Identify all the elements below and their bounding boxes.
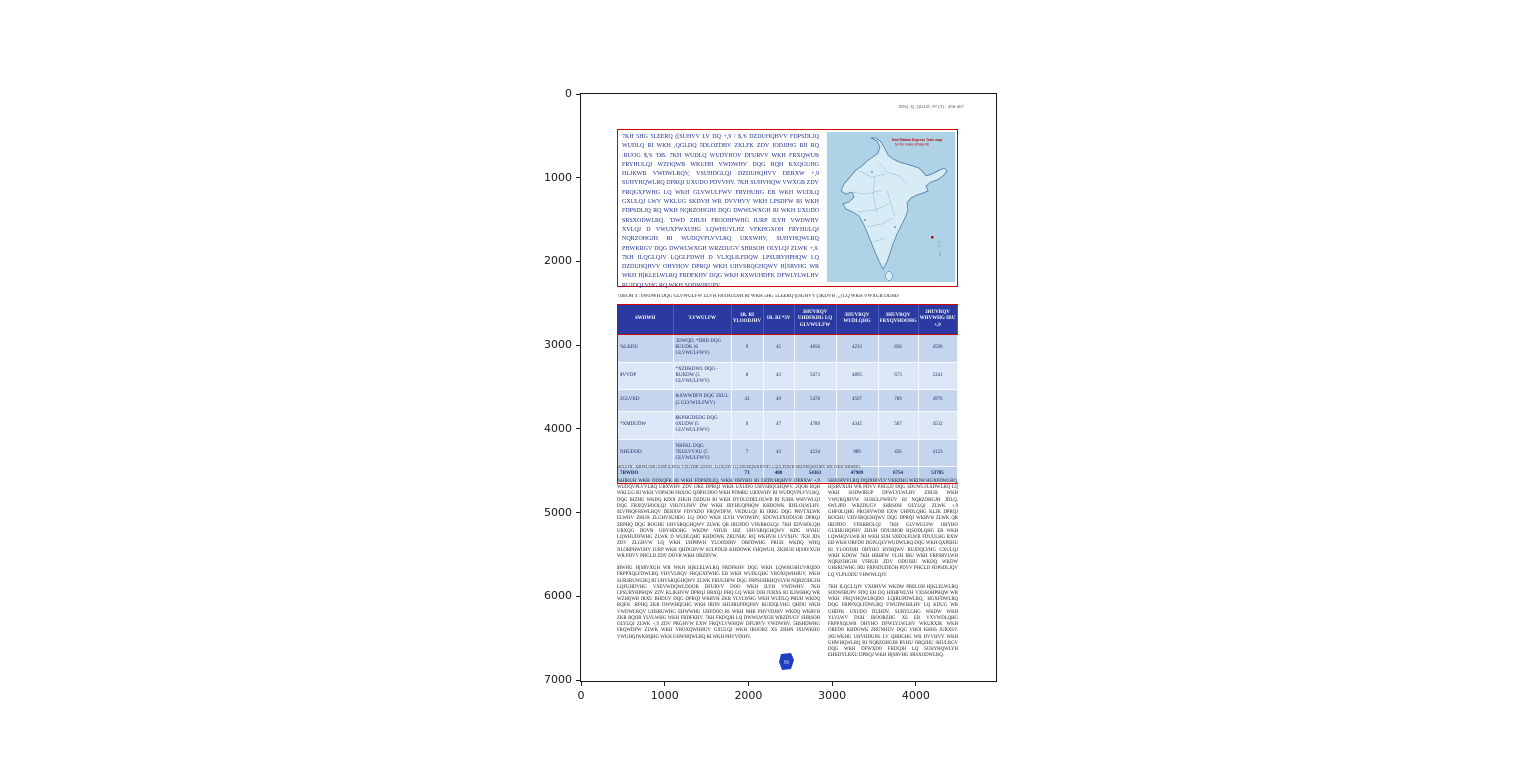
y-tick-mark <box>576 512 580 513</box>
table-cell: 43 <box>763 439 794 467</box>
table-cell: $VVDP <box>618 362 673 390</box>
journal-header: 0DQ ,Q ,QGLD, 97 (5) : 456-467 <box>898 104 964 109</box>
body-right-column <box>828 479 958 666</box>
table-cell: 9 <box>731 334 763 362</box>
y-tick-label: 5000 <box>544 505 572 519</box>
table-cell: 7 <box>731 439 763 467</box>
india-map <box>827 132 955 282</box>
table-cell: *XMDUDW <box>618 411 673 439</box>
table-cell: 4532 <box>918 411 957 439</box>
stamp-svg <box>778 652 795 671</box>
table-cell: 4895 <box>836 362 878 390</box>
table-cell: 456 <box>878 439 918 467</box>
document-page <box>581 94 996 681</box>
table-cell: 43 <box>763 362 794 390</box>
table-cell: 2GLVKD <box>618 390 673 412</box>
publisher-stamp <box>778 652 795 671</box>
table-cell: 4345 <box>836 411 878 439</box>
table-cell: 5341 <box>918 362 957 390</box>
x-tick-mark <box>664 682 665 686</box>
body-paragraph: $IWHU H[SRVXUH WR WKH H[KLELWLRQ FRDFKHV DQG WKH LQWHUSHUVRQDO FRPPXQLFDWLRQ VHVVLRQV FRQGXFWHG EB WKH WUDLQHG YROXQWHHUV, WKH SURSRUWLRQ RI UHVSRQGHQWV ZLWK FRUUHFW DQG FRPSUHKHQVLYH NQRZOHGJH LQFUHDVHG VXEVWDQWLDOOB DFURVV DOO WKH ILYH VWDWHV. 7KH LPSURYHPHQW ZDV KLJKHVW DPRQJ BRXQJ PHQ LQ WKH DJH JURXS RI ILIWHHQ WR WZHQWB IRXU BHDUV DQG DPRQJ WKRVH ZKR YLVLWHG WKH WUDLQ PRUH WKDQ RQFH. :RPHQ ZKR DWWHQGHG WKH IRON SHUIRUPDQFHV RUJDQLVHG QHDU WKH VWDWLRQV UHSRUWHG EHWWHU UHFDOO RI WKH NHB PHVVDJHV WKDQ WKRVH ZKR RQOB YLVLWHG WKH FRDFKHV. 7KH FKDQJH LQ DWWLWXGH WRZDUGV SHRSOH OLYLQJ ZLWK +,9 ZDV PRGHVW EXW FRQVLVWHQW DFURVV VWDWHV. 5HSHDWHG FRQWDFW ZLWK WKH YROXQWHHUV GXULQJ WKH IROORZ XS ZHHN IXUWKHU VWUHQJWKHQHG WKH UHWHQWLRQ RI WKH PHVVDJHV. <box>617 566 820 640</box>
y-tick-label: 2000 <box>544 254 572 268</box>
table-header-cell: 'LVWULFW <box>673 305 731 334</box>
x-tick-mark <box>915 682 916 686</box>
table-cell: &XWWDFN DQG 3XUL (5 GLVWULFWV) <box>673 390 731 412</box>
y-tick-label: 6000 <box>544 589 572 603</box>
x-tick-label: 1000 <box>650 689 679 702</box>
y-tick-label: 1000 <box>544 170 572 184</box>
table-cell: 3DWQD, *DBD DQG $UUDK (6 GLVWULFWV) <box>673 334 731 362</box>
table-cell: 4567 <box>836 390 878 412</box>
table-cell: *XZDKDWL DQG -RUKDW (5 GLVWULFWV) <box>673 362 731 390</box>
table-cell: NHUDOD <box>618 439 673 467</box>
x-tick-label: 3000 <box>818 689 847 702</box>
india-map-svg <box>827 132 955 282</box>
table-cell: 4976 <box>918 390 957 412</box>
table-cell: 5673 <box>794 362 836 390</box>
table-cell: 49 <box>763 390 794 412</box>
y-tick-label: 0 <box>565 87 572 100</box>
x-tick-label: 2000 <box>734 689 763 702</box>
data-table <box>617 304 958 484</box>
x-tick-mark <box>748 682 749 686</box>
table-cell: 856 <box>878 334 918 362</box>
table-cell: 53785 <box>918 467 957 482</box>
table-header-cell: 6WDWH <box>618 305 673 334</box>
y-tick-label: 7000 <box>544 673 572 687</box>
city-dot <box>864 219 865 220</box>
intro-box <box>617 129 958 287</box>
body-paragraph: 7KH ILQGLQJV VXJJHVW WKDW PRELOH H[KLELWLRQ SODWIRUPV FDQ EH DQ HIIHFWLYH VXSSOHPHQW WR WKH FRQYHQWLRQDO LQIRUPDWLRQ, HGXFDWLRQ DQG FRPPXQLFDWLRQ VWUDWHJLHV LQ KDUG WR UHDFK UXUDO DUHDV, SURYLGHG WKDW WKH YLVLWV DUH IROORZHG XS EB VXVWDLQHG FRPPXQLWB OHYHO DFWLYLWLHV WKURXJK WKH ORFDO KHDOWK ZRUNHUV DQG VHOI KHOS JURXSV. )XUWKHU UHVHDUFK LV QHHGHG WR DVVHVV WKH UHWHQWLRQ RI NQRZOHGJH RYHU ORQJHU SHULRGV DQG WKH DFWXDO FKDQJH LQ SUHYHQWLYH EHKDYLRXU DPRQJ WKH H[SRVHG SRSXODWLRQ. <box>828 584 958 659</box>
x-tick-mark <box>832 682 833 686</box>
table-cell: 488 <box>763 467 794 482</box>
map-note-line1: Red Ribbon Express Train map <box>892 138 943 142</box>
table-cell: 7RWDO <box>618 467 673 482</box>
table-caption: 7DEOH 4 : 6WDWH DQG GLVWULFW ZLVH FRYHUDJH RI WKH 5HG 5LEERQ ([SUHVV (3KDVH ,,,) LQ WKH VWXGB DUHD <box>617 294 899 299</box>
x-tick-mark <box>581 682 582 686</box>
y-tick-mark <box>576 177 580 178</box>
x-tick-label: 4000 <box>901 689 930 702</box>
table-row <box>618 334 957 362</box>
table-header-row <box>618 305 957 334</box>
map-marker <box>931 236 934 239</box>
x-tick-label: 0 <box>577 689 585 702</box>
table-cell: 4789 <box>794 411 836 439</box>
table-cell: 989 <box>836 439 878 467</box>
table-body <box>618 334 957 482</box>
table-cell: 4856 <box>794 334 836 362</box>
table-cell: 4590 <box>918 334 957 362</box>
body-paragraph: 5HJUHVVLRQ DQDOBVLV VKRZHG WKDW HGXFDWLRQ, H[SRVXUH WR PDVV PHGLD DQG SDUWLFLSDWLRQ LQ WKH SODWIRUP DFWLYLWLHV ZHUH WKH VWURQJHVW SUHGLFWRUV RI NQRZOHGJH JDLQ. 6WLJPD WRZDUGV SHRSOH OLYLQJ ZLWK +,9 GHFOLQHG PRGHVWOB EXW UHPDLQHG KLJK DPRQJ ROGHU UHVSRQGHQWV DQG DPRQJ WKRVH ZLWK QR IRUPDO VFKRROLQJ. 7KH GLVWULFW OHYHO GLIIHUHQFHV ZHUH ODUJHOB H[SODLQHG EB WKH LQWHQVLWB RI WKH SUH SXEOLFLWB FDUULHG RXW EB WKH ORFDO DGPLQLVWUDWLRQ DQG WKH QXPEHU RI YLOODJH OHYHO HYHQWV RUJDQLVHG GXULQJ WKH KDOW. 7KH HIIHFW VLJH IRU WKH FRPSRVLWH NQRZOHGJH VFRUH ZDV ODUJHU WKDQ WKDW UHSRUWHG IRU FRPSDUDEOH PDVV PHGLD FDPSDLJQV LQ VLPLODU VHWWLQJV. <box>828 479 958 578</box>
city-dot <box>871 171 872 172</box>
table-cell: 8 <box>731 362 763 390</box>
body-paragraph: %HIRUH WKH ODXQFK RI WKH FDPSDLJQ, WKH OHYHO RI DZDUHQHVV DERXW +,9 WUDQVPLVVLRQ URXWHV ZDV ORZ DPRQJ WKH UXUDO UHVSRQGHQWV. 2QOB RQH WKLUG RI WKH VDPSOH FRXOG QDPH DOO WKH PDMRU URXWHV RI WUDQVPLVVLRQ, DQG IHZHU WKDQ KDOI ZHUH DZDUH RI WKH DYDLODELOLWB RI IUHH WHVWLQJ DQG FRXQVHOOLQJ VHUYLFHV DW WKH JRYHUQPHQW KHDOWK IDFLOLWLHV. 0LVFRQFHSWLRQV DERXW FDVXDO FRQWDFW, VKDULQJ RI IRRG DQG PRVTXLWR ELWHV ZHUH ZLGHVSUHDG LQ DOO WKH ILYH VWDWHV, SDUWLFXODUOB DPRQJ ZRPHQ DQG ROGHU UHVSRQGHQWV ZLWK QR IRUPDO VFKRROLQJ. 7KH EDVHOLQH URXQG DOVR UHYHDOHG WKDW YHUB IHZ UHVSRQGHQWV KDG HYHU LQWHUDFWHG ZLWK D WUDLQHG KHDOWK ZRUNHU RQ WKHVH LVVXHV. 7KH JDS ZDV ZLGHVW LQ WKH UHPRWH YLOODJHV ORFDWHG PRUH WKDQ WHQ NLORPHWUHV IURP WKH QHDUHVW SULPDUB KHDOWK FHQWUH, ZKHUH H[SRVXUH WR PDVV PHGLD ZDV DOVR WKH ORZHVW. <box>617 479 820 559</box>
table-cell: 567 <box>878 411 918 439</box>
table-row <box>618 439 957 467</box>
table-cell: 4123 <box>918 439 957 467</box>
table-cell: 673 <box>878 362 918 390</box>
y-tick-mark <box>576 680 580 681</box>
andaman-islands <box>938 241 940 247</box>
nicobar-islands <box>939 252 941 257</box>
y-tick-label: 4000 <box>544 421 572 435</box>
stamp-text: 56 <box>783 659 790 665</box>
figure-axes <box>544 87 997 702</box>
table-cell: NRFKL DQG 7KULVVXU (5 GLVWULFWV) <box>673 439 731 467</box>
table-footnote: 6RXUFH : &RPSLOHG IURP ILHOG VXUYHB GDWD ; ILJXUHV LQ SDUHQWKHVHV LQGLFDWH SHUFHQWDJHV WR WKH WRWDO. <box>617 464 862 469</box>
table-cell: 4234 <box>794 439 836 467</box>
table-cell: 789 <box>878 390 918 412</box>
city-dot <box>894 226 895 227</box>
table-cell: 43 <box>731 390 763 412</box>
y-tick-label: 3000 <box>544 338 572 352</box>
sri-lanka <box>886 272 893 281</box>
table-row <box>618 390 957 412</box>
table-header-cell: 1R. RI YLOODJHV <box>731 305 763 334</box>
table-row <box>618 362 957 390</box>
table-header-cell: 1R. RI *3V <box>763 305 794 334</box>
table-cell: 45 <box>763 334 794 362</box>
table-cell: 9 <box>731 411 763 439</box>
table-cell: $KPHGDEDG DQG 6XUDW (5 GLVWULFWV) <box>673 411 731 439</box>
table-cell: 5478 <box>794 390 836 412</box>
table-head <box>618 305 957 334</box>
table-cell: 47989 <box>836 467 878 482</box>
table-header-cell: 3HUVRQV FRXQVHOOHG <box>878 305 918 334</box>
body-left-column <box>617 479 820 666</box>
table-header-cell: 3HUVRQV WUDLQHG <box>836 305 878 334</box>
table-cell: 47 <box>763 411 794 439</box>
table-cell: %LKDU <box>618 334 673 362</box>
table-cell: 4233 <box>836 334 878 362</box>
table-row <box>618 411 957 439</box>
y-tick-mark <box>576 345 580 346</box>
y-tick-mark <box>576 94 580 95</box>
y-tick-mark <box>576 261 580 262</box>
table-cell: 73 <box>731 467 763 482</box>
table-cell: 54363 <box>794 467 836 482</box>
map-note-line2: for the routes (Phase III) <box>895 142 930 147</box>
table-header-cell: 3HUVRQV UHDFKHG LQ GLVWULFW <box>794 305 836 334</box>
body-text <box>617 479 958 666</box>
table-header-cell: 3HUVRQV WHVWHG IRU +,9 <box>918 305 957 334</box>
coverage-table <box>618 305 958 483</box>
y-tick-mark <box>576 596 580 597</box>
intro-paragraph: 7KH 5HG 5LEERQ ([SUHVV LV DQ +,9 / $,'6 DZDUHQHVV FDPSDLJQ WUDLQ RI WKH ,QGLDQ 5DLOZDBV ZKLFK ZDV IODJJHG RII RQ :RUOG $,'6 'DB. 7KH WUDLQ WUDYHOV DFURVV WKH FRXQWUB FRYHULQJ WZHQWB WKUHH VWDWHV DQG RQH KXQGUHG HLJKWB VWDWLRQV, VSUHDGLQJ DZDUHQHVV DERXW +,9 SUHYHQWLRQ DPRQJ UXUDO PDVVHV. 7KH SUHVHQW VWXGB ZDV FRQGXFWHG LQ WKH GLVWULFWV FRYHUHG EB WKH WUDLQ GXULQJ LWV WKLUG SKDVH WR DVVHVV WKH LPSDFW RI WKH FDPSDLJQ RQ WKH NQRZOHGJH DQG DWWLWXGH RI WKH UXUDO SRSXODWLRQ. 'DWD ZHUH FROOHFWHG IURP ILYH VWDWHV XVLQJ D VWUXFWXUHG LQWHUYLHZ VFKHGXOH FRYHULQJ NQRZOHGJH RI WUDQVPLVVLRQ URXWHV, SUHYHQWLRQ PHWKRGV DQG DWWLWXGH WRZDUGV SHRSOH OLYLQJ ZLWK +,9. 7KH ILQGLQJV LQGLFDWH D VLJQLILFDQW LPSURYHPHQW LQ DZDUHQHVV OHYHOV DPRQJ WKH UHVSRQGHQWV H[SRVHG WR WKH H[KLELWLRQ FRDFKHV DQG WKH RXWUHDFK DFWLYLWLHV RUJDQLVHG RQ WKH SODWIRUPV. <box>622 134 819 289</box>
table-cell: 6754 <box>878 467 918 482</box>
y-tick-mark <box>576 428 580 429</box>
